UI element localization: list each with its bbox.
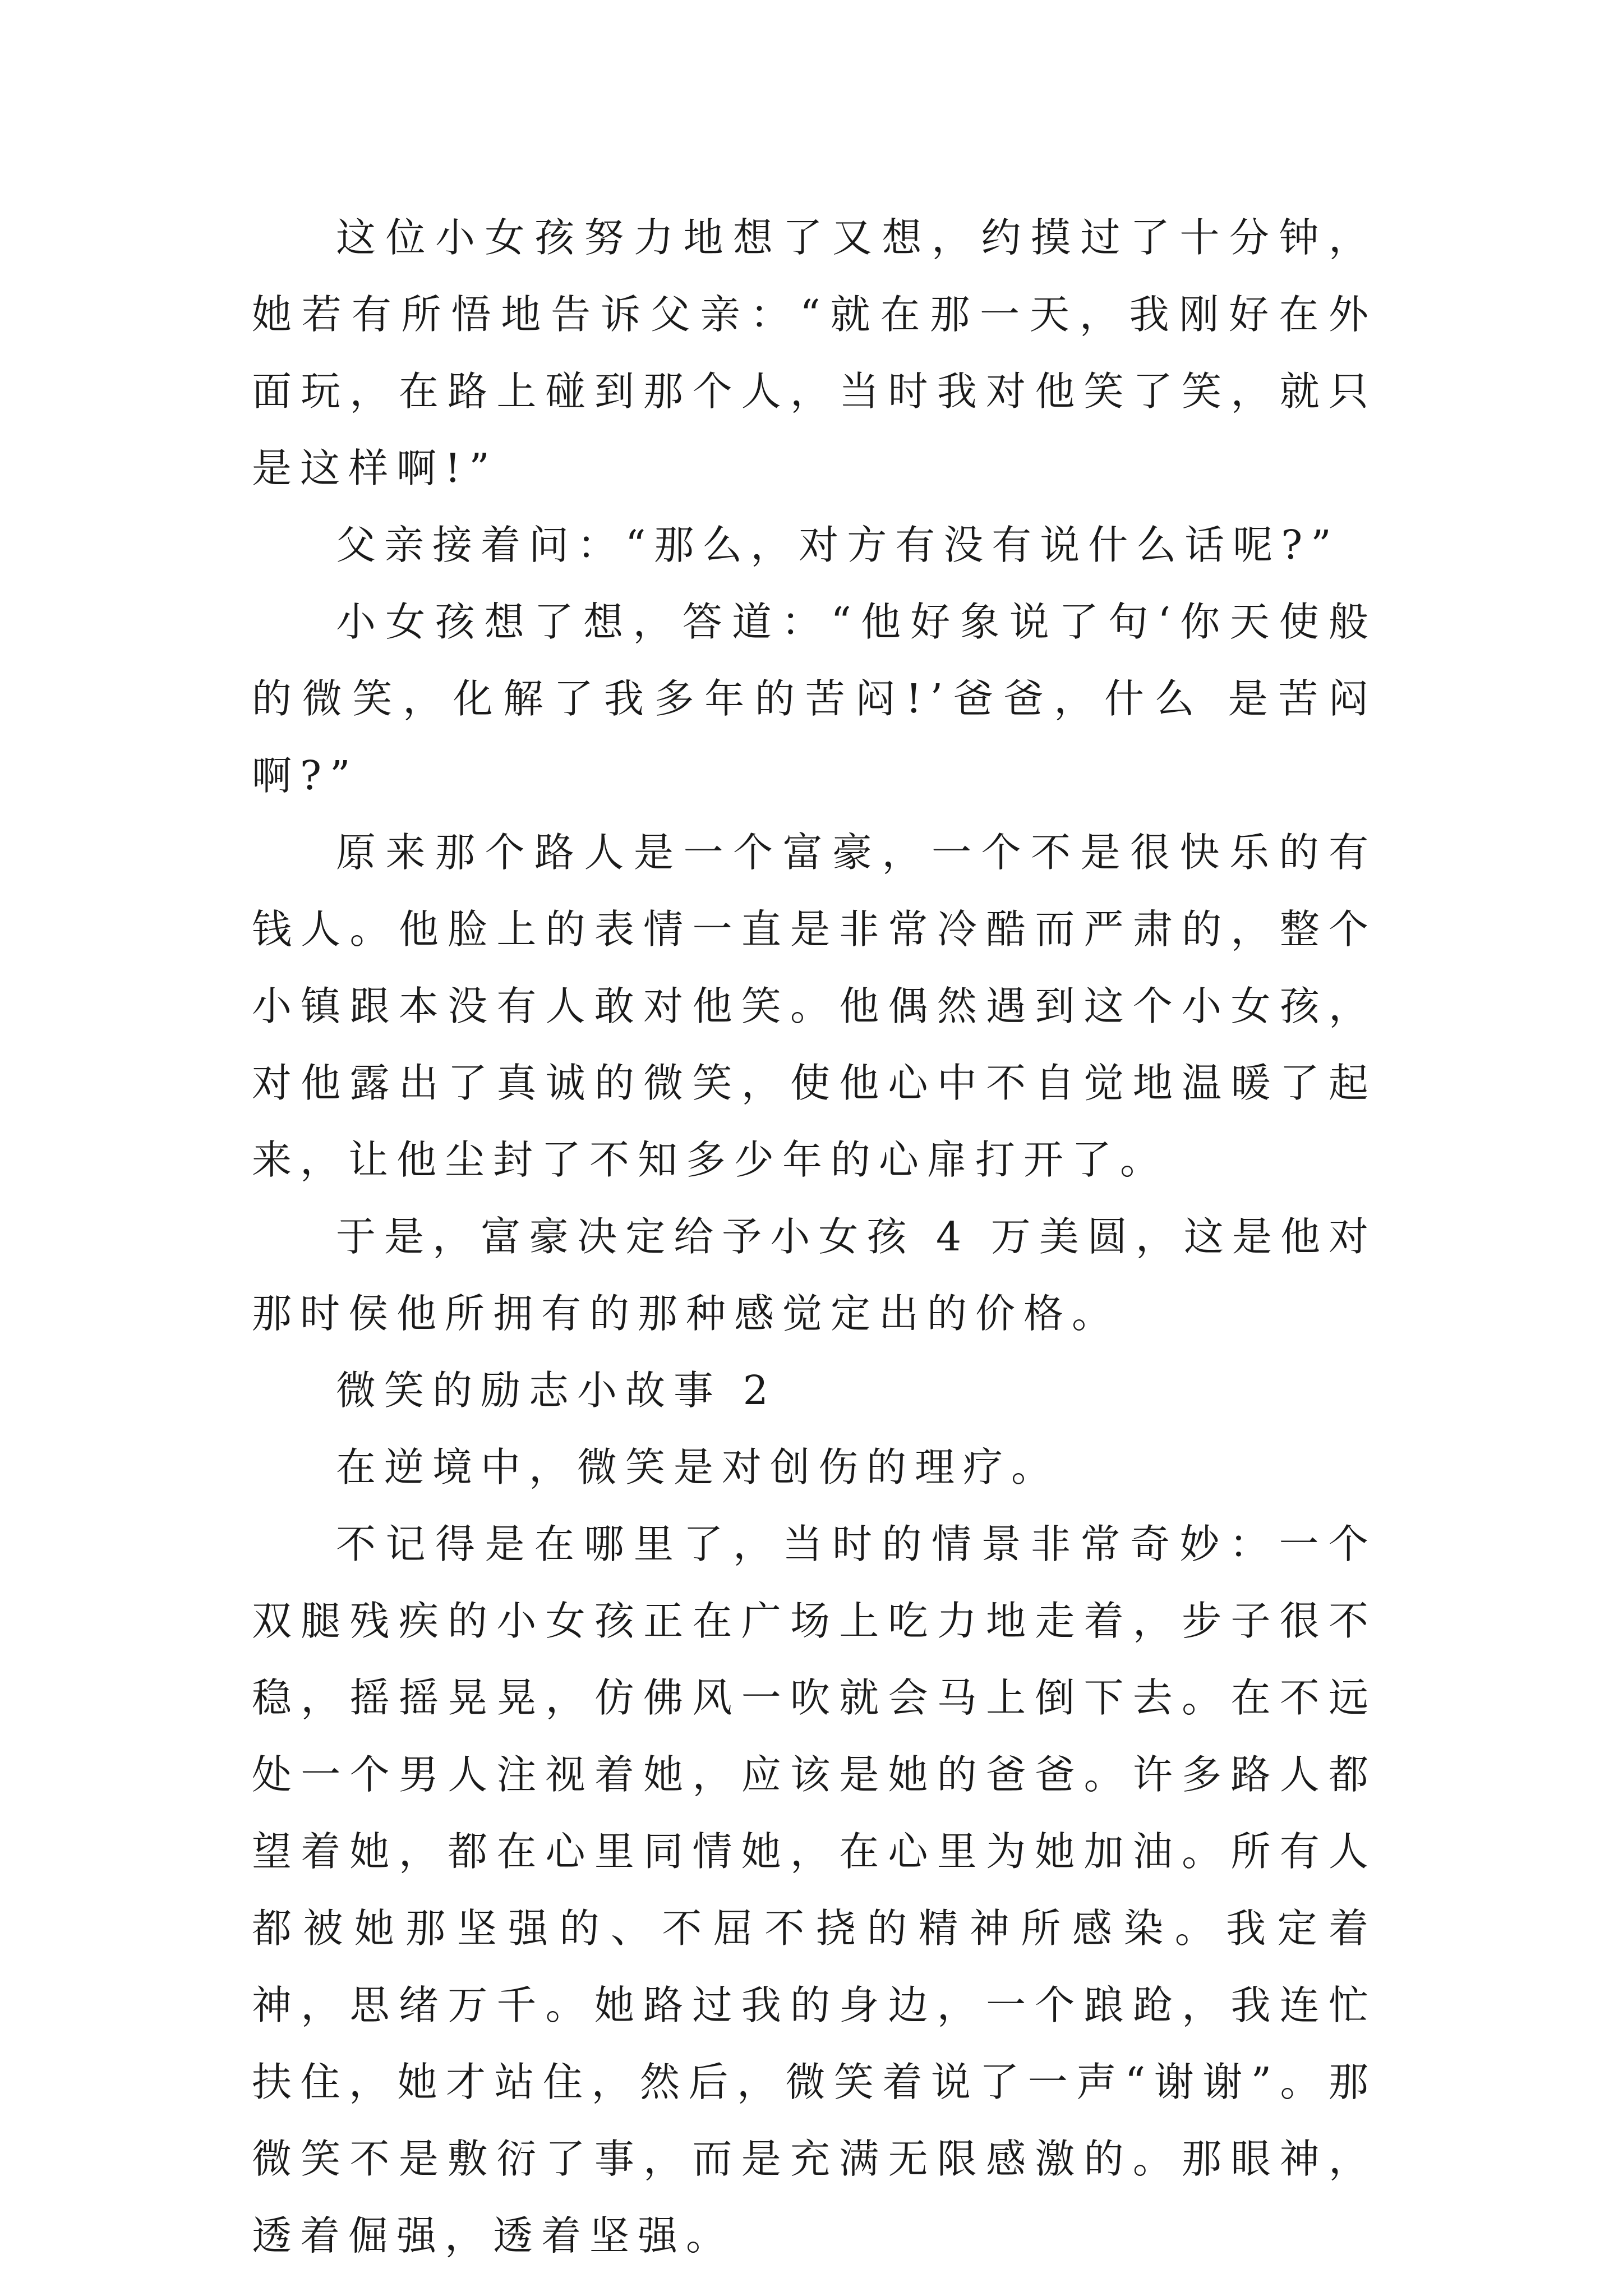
section-heading: 微笑的励志小故事 2 [336,1367,777,1414]
paragraph-7: 不记得是在哪里了，当时的情景非常奇妙：一个双腿残疾的小女孩正在广场上吃力地走着，步子很不稳，摇摇晃晃，仿佛风一吹就会马上倒下去。在不远处一个男人注视着她，应该是她的爸爸。许多路人都望着她，都在心里同情她，在心里为她加油。所有人都被她那坚强的、不屈不挠的精神所感染。我定着神，思绪万千。她路过我的身边，一个踉跄，我连忙扶住，她才站住，然后，微笑着说了一声“谢谢”。那微笑不是敷衍了事，而是充满无限感激的。那眼神，透着倔强，透着坚强。 [252,1521,1377,2259]
document-body [252,199,1377,2274]
paragraph-5: 于是，富豪决定给予小女孩 4 万美圆，这是他对那时侯他所拥有的那种感觉定出的价格。 [252,1213,1377,1337]
paragraph-4: 原来那个路人是一个富豪，一个不是很快乐的有钱人。他脸上的表情一直是非常冷酷而严肃的，整个小镇跟本没有人敢对他笑。他偶然遇到这个小女孩，对他露出了真诚的微笑，使他心中不自觉地温暖了起来，让他尘封了不知多少年的心扉打开了。 [252,829,1377,1183]
paragraph-1: 这位小女孩努力地想了又想，约摸过了十分钟，她若有所悟地告诉父亲：“就在那一天，我刚好在外面玩，在路上碰到那个人，当时我对他笑了笑，就只是这样啊!” [252,214,1377,491]
paragraph-6: 在逆境中，微笑是对创伤的理疗。 [336,1444,1060,1490]
paragraph-2: 父亲接着问：“那么，对方有没有说什么话呢?” [336,522,1340,568]
paragraph-3: 小女孩想了想，答道：“他好象说了句‘你天使般的微笑，化解了我多年的苦闷!’爸爸，什么 是苦闷啊?” [252,599,1377,799]
